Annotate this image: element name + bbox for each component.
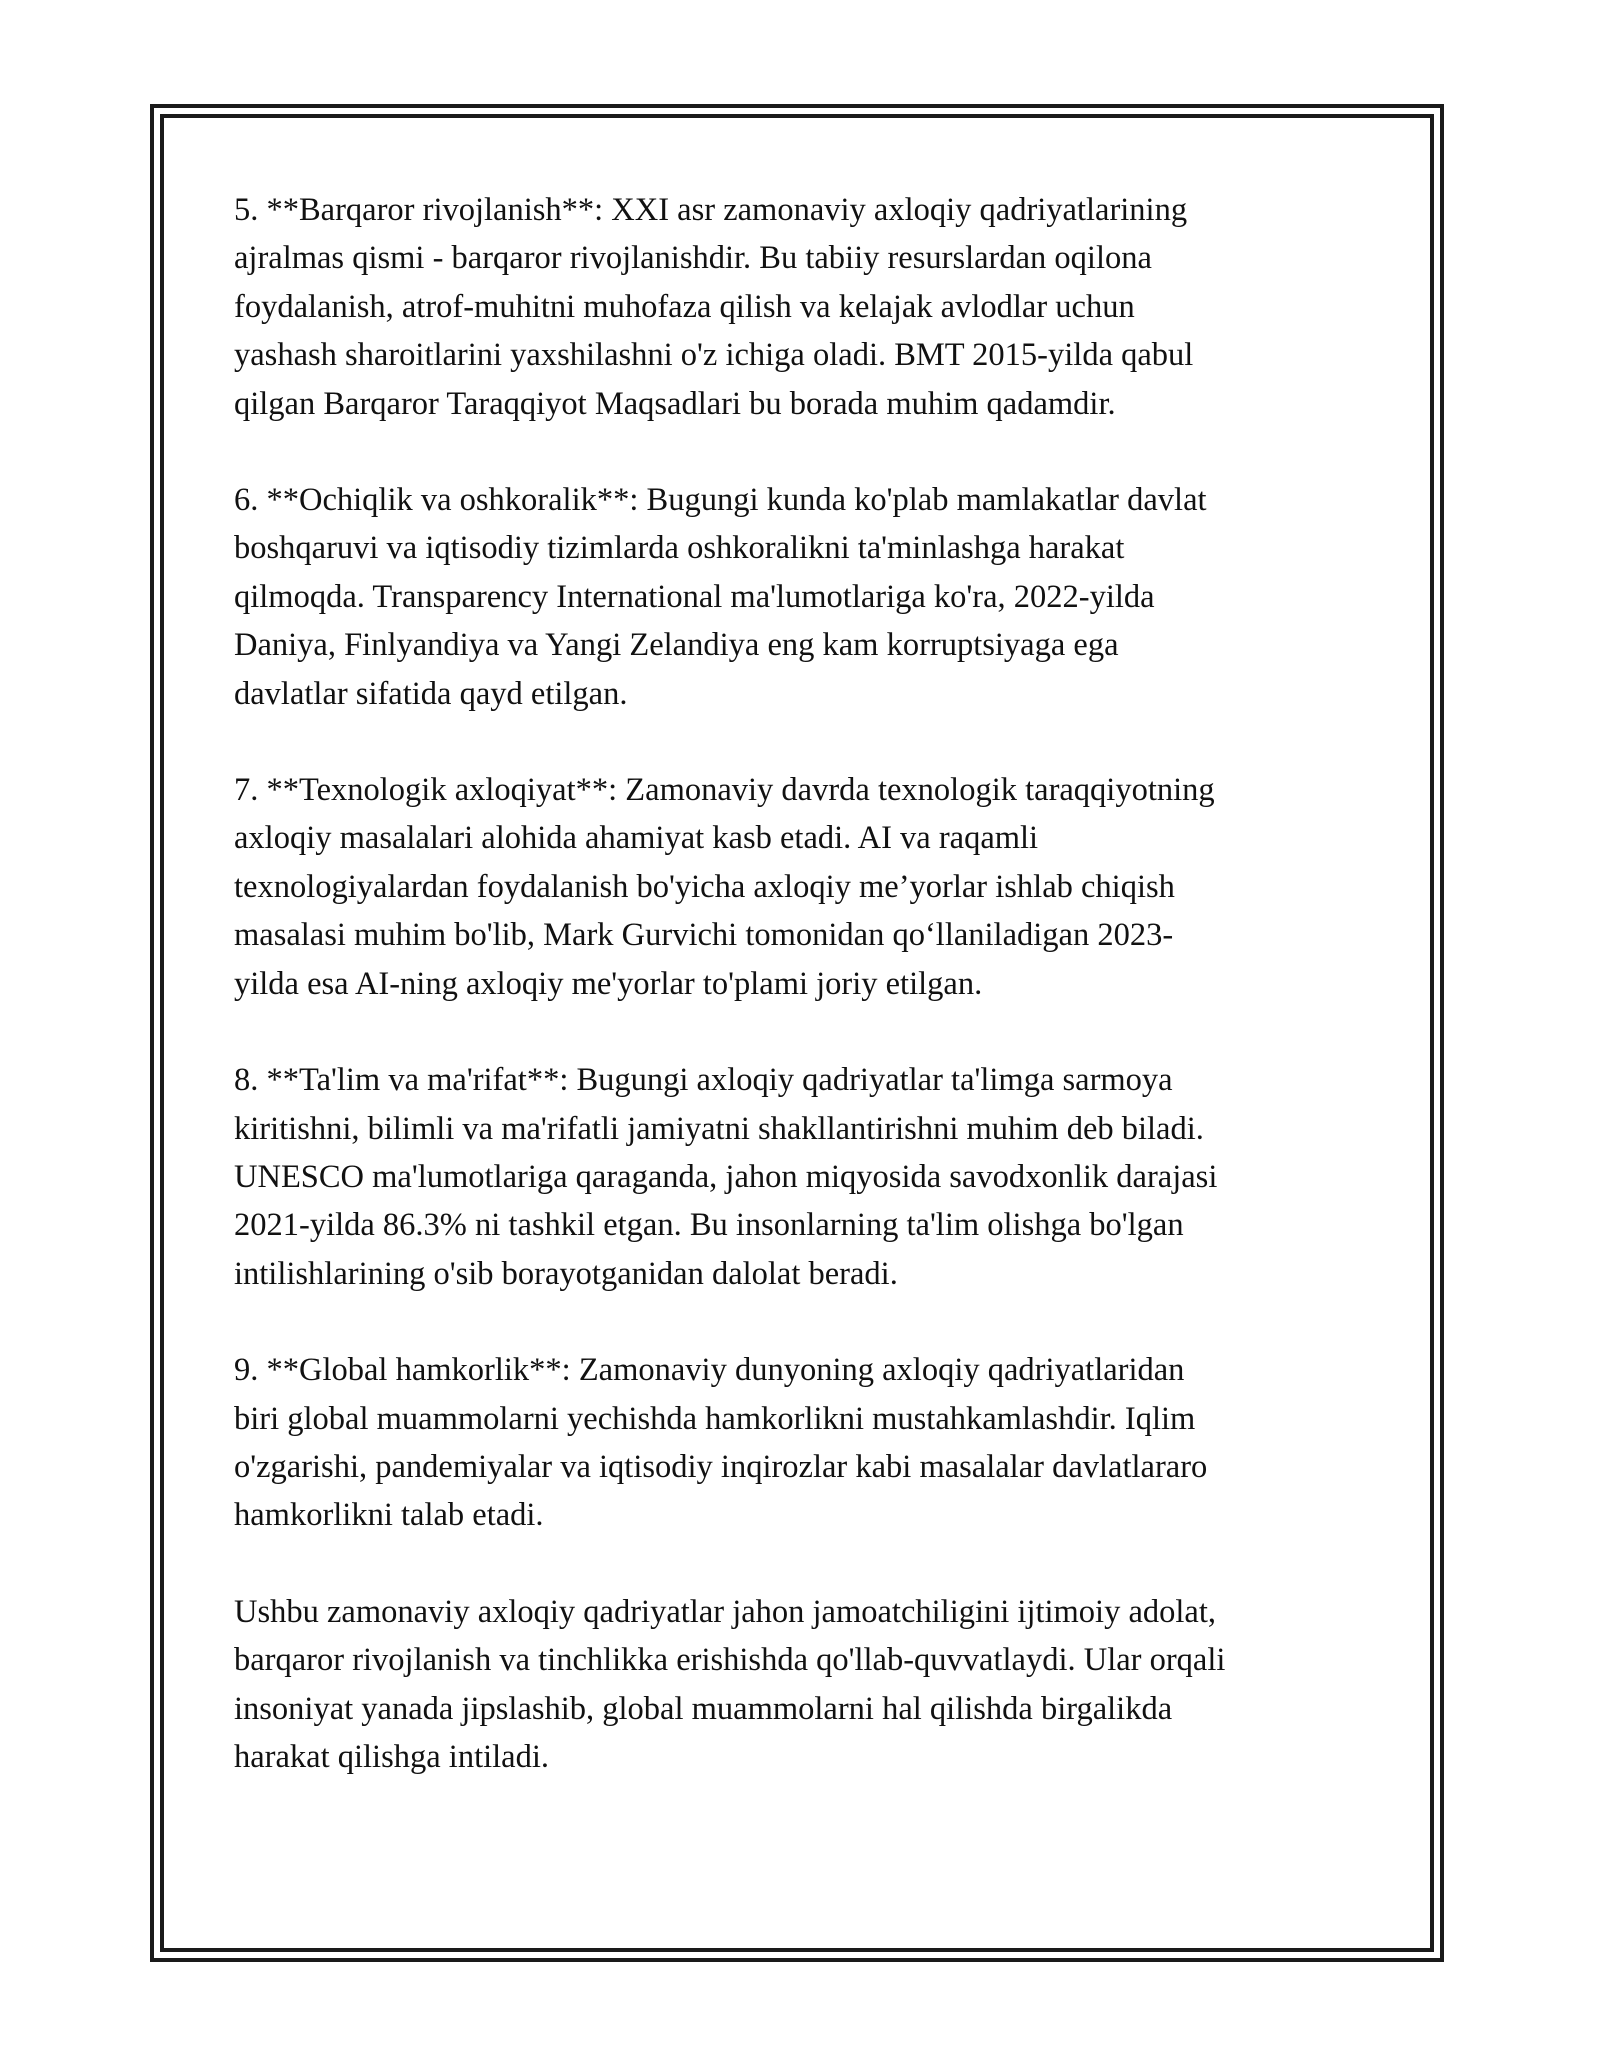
paragraph-technological-ethics: 7. **Texnologik axloqiyat**: Zamonaviy davrda texnologik taraqqiyotning axloqiy masalalari alohida ahamiyat kasb etadi. AI va raqamli texnologiyalardan foydalanish bo'yicha axloqiy me’yorlar ishlab chiqish masalasi muhim bo'lib, Mark Gurvichi tomonidan qo‘llaniladigan 2023- yilda esa AI-ning axloqiy me'yorlar to'plami joriy etilgan. [234, 772, 1215, 1002]
paragraph-openness-transparency: 6. **Ochiqlik va oshkoralik**: Bugungi kunda ko'plab mamlakatlar davlat boshqaruvi va iqtisodiy tizimlarda oshkoralikni ta'minlashga harakat qilmoqda. Transparency International ma'lumotlariga ko'ra, 2022-yilda Daniya, Finlyandiya va Yangi Zelandiya eng kam korruptsiyaga ega davlatlar sifatida qayd etilgan. [234, 482, 1207, 712]
document-body [234, 186, 1354, 1781]
paragraph-conclusion: Ushbu zamonaviy axloqiy qadriyatlar jahon jamoatchiligini ijtimoiy adolat, barqaror rivojlanish va tinchlikka erishishda qo'llab-quvvatlaydi. Ular orqali insoniyat yanada jipslashib, global muammolarni hal qilishda birgalikda harakat qilishga intiladi. [234, 1593, 1226, 1775]
paragraph-sustainable-development: 5. **Barqaror rivojlanish**: XXI asr zamonaviy axloqiy qadriyatlarining ajralmas qismi - barqaror rivojlanishdir. Bu tabiiy resurslardan oqilona foydalanish, atrof-muhitni muhofaza qilish va kelajak avlodlar uchun yashash sharoitlarini yaxshilashni o'z ichiga oladi. BMT 2015-yilda qabul qilgan Barqaror Taraqqiyot Maqsadlari bu borada muhim qadamdir. [234, 192, 1194, 422]
paragraph-global-cooperation: 9. **Global hamkorlik**: Zamonaviy dunyoning axloqiy qadriyatlaridan biri global muammolarni yechishda hamkorlikni mustahkamlashdir. Iqlim o'zgarishi, pandemiyalar va iqtisodiy inqirozlar kabi masalalar davlatlararo hamkorlikni talab etadi. [234, 1352, 1208, 1534]
paragraph-education-enlightenment: 8. **Ta'lim va ma'rifat**: Bugungi axloqiy qadriyatlar ta'limga sarmoya kiritishni, bilimli va ma'rifatli jamiyatni shakllantirishni muhim deb biladi. UNESCO ma'lumotlariga qaraganda, jahon miqyosida savodxonlik darajasi 2021-yilda 86.3% ni tashkil etgan. Bu insonlarning ta'lim olishga bo'lgan intilishlarining o'sib borayotganidan dalolat beradi. [234, 1062, 1218, 1292]
